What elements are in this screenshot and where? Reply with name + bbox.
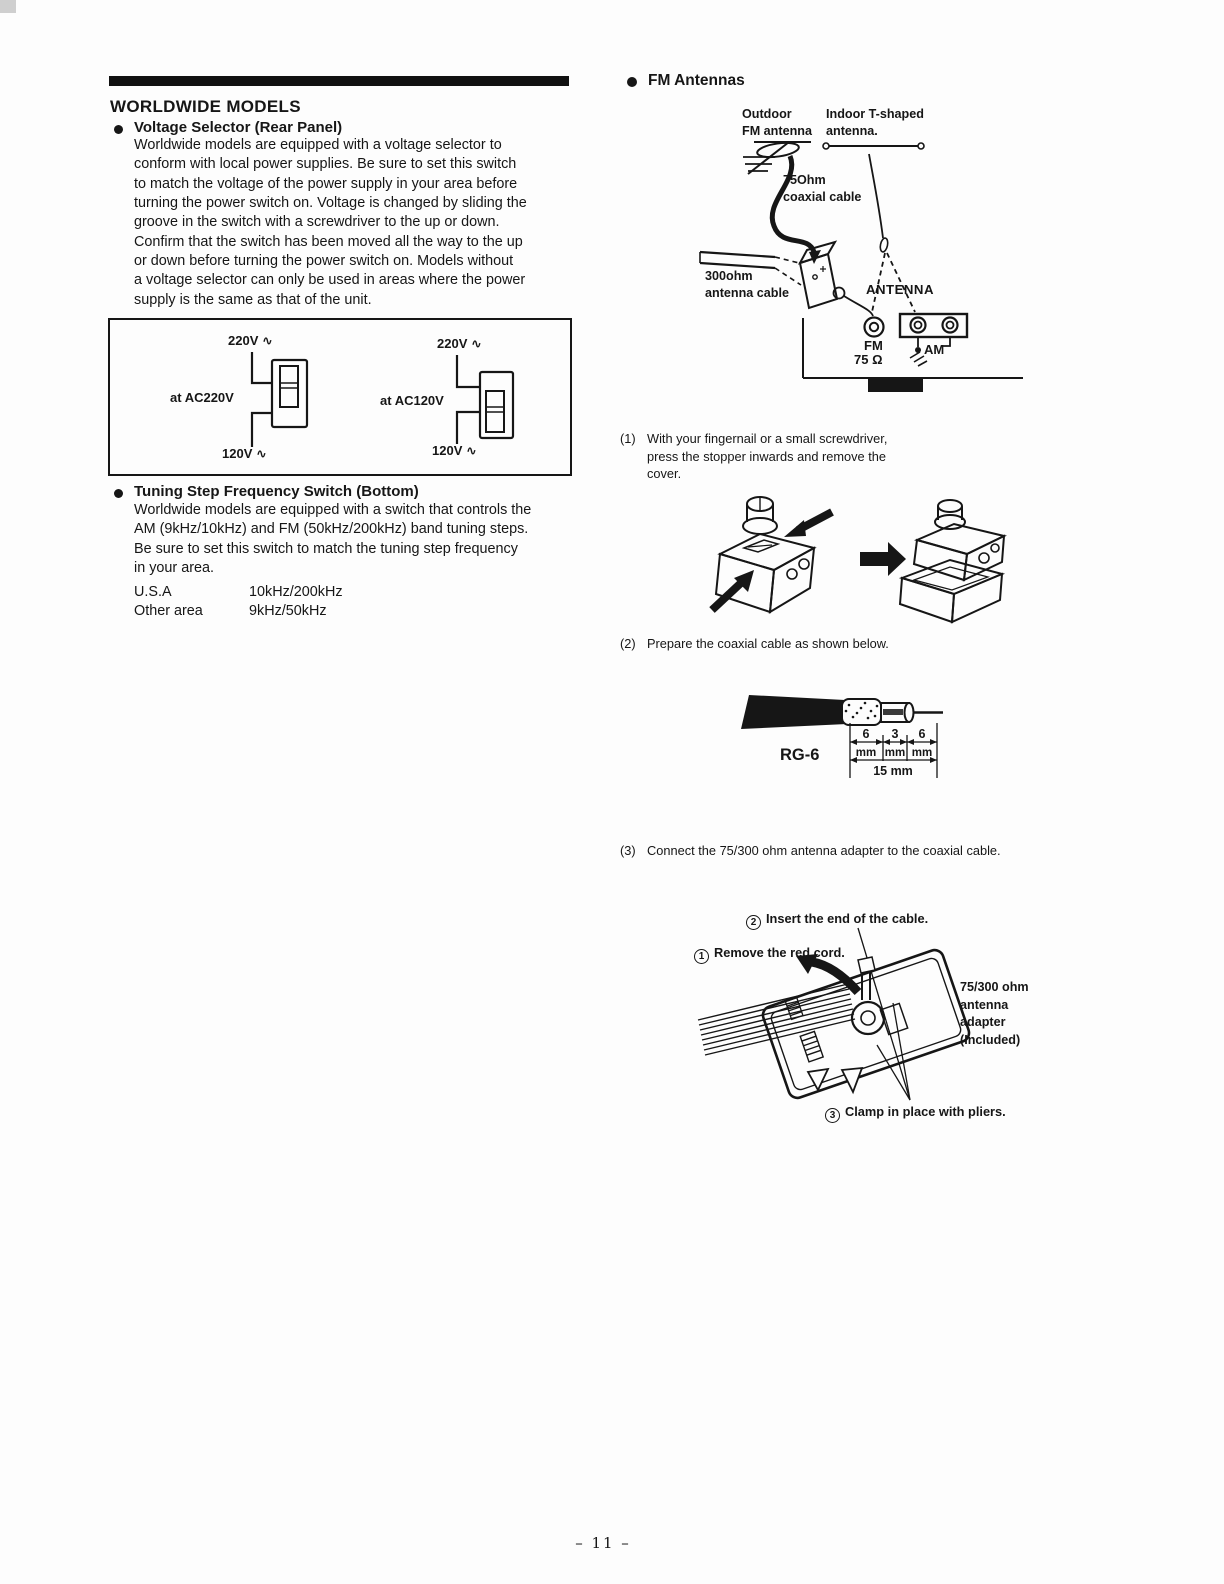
tuning-row-value: 9kHz/50kHz bbox=[249, 603, 327, 619]
step-text: Prepare the coaxial cable as shown below. bbox=[647, 636, 889, 651]
adapter-included-label bbox=[960, 979, 1029, 1049]
step-number: (1) bbox=[620, 431, 636, 446]
dim-unit3: mm bbox=[911, 747, 933, 759]
page-number: – 11 – bbox=[575, 1534, 631, 1552]
label-line: 300ohm bbox=[705, 269, 753, 283]
body-line: Worldwide models are equipped with a switch that controls the bbox=[134, 502, 532, 518]
tuning-step-heading: Tuning Step Frequency Switch (Bottom) bbox=[134, 483, 419, 500]
ribbon-cable-label bbox=[705, 268, 789, 302]
am-terminal-label: AM bbox=[924, 342, 945, 357]
callout-remove-cord bbox=[694, 945, 845, 964]
rg6-cable-diagram bbox=[733, 683, 965, 785]
step-line: With your fingernail or a small screwdriver, bbox=[647, 431, 888, 446]
body-line: to match the voltage of the power supply in your area before bbox=[134, 175, 518, 192]
tuning-row-region: Other area bbox=[134, 603, 203, 619]
coax-cable-label bbox=[783, 172, 861, 206]
callout-text: Clamp in place with pliers. bbox=[845, 1104, 1006, 1119]
indoor-antenna-label bbox=[826, 106, 924, 140]
bullet-icon bbox=[114, 125, 123, 134]
fm-ohm-label: 75 Ω bbox=[854, 352, 883, 367]
label-line: coaxial cable bbox=[783, 190, 862, 204]
body-line: supply is the same as that of the unit. bbox=[134, 291, 372, 308]
voltage-label-at220: at AC220V bbox=[170, 390, 234, 405]
voltage-selector-paragraph bbox=[134, 137, 527, 311]
step-1 bbox=[620, 431, 887, 484]
circled-number-icon: 3 bbox=[825, 1108, 840, 1123]
voltage-label-120-left: 120V ∿ bbox=[222, 446, 267, 461]
body-line: or down before turning the power switch on. Models without bbox=[134, 253, 514, 270]
outdoor-antenna-label bbox=[742, 106, 812, 140]
body-line: Worldwide models are equipped with a voltage selector to bbox=[134, 137, 502, 153]
callout-insert-cable bbox=[746, 911, 928, 930]
label-line: 75Ohm bbox=[783, 173, 826, 187]
rg6-label: RG-6 bbox=[780, 746, 820, 764]
circled-number-icon: 2 bbox=[746, 915, 761, 930]
bullet-icon bbox=[627, 77, 637, 87]
label-line: antenna bbox=[960, 997, 1009, 1012]
body-line: AM (9kHz/10kHz) and FM (50kHz/200kHz) band tuning steps. bbox=[134, 521, 529, 538]
step-number: (2) bbox=[620, 636, 636, 651]
step-text: Connect the 75/300 ohm antenna adapter to the coaxial cable. bbox=[647, 843, 1001, 858]
step-line: cover. bbox=[647, 466, 682, 482]
label-line: FM antenna bbox=[742, 124, 812, 138]
label-line: adapter bbox=[960, 1015, 1006, 1029]
label-line: antenna cable bbox=[705, 286, 789, 300]
label-line: Indoor T-shaped bbox=[826, 107, 924, 121]
dim-total: 15 mm bbox=[873, 764, 913, 778]
callout-clamp-pliers bbox=[825, 1104, 1006, 1123]
bullet-icon bbox=[114, 489, 123, 498]
dim-unit2: mm bbox=[884, 747, 906, 759]
callout-text: Remove the red cord. bbox=[714, 945, 845, 960]
step-2 bbox=[620, 636, 889, 651]
voltage-label-220-left: 220V ∿ bbox=[228, 333, 273, 348]
body-line: Confirm that the switch has been moved all the way to the up bbox=[134, 233, 523, 250]
label-line: (Included) bbox=[960, 1032, 1021, 1047]
fm-antennas-heading: FM Antennas bbox=[648, 72, 745, 89]
body-line: Be sure to set this switch to match the tuning step frequency bbox=[134, 540, 518, 557]
body-line: in your area. bbox=[134, 560, 214, 577]
step-line: press the stopper inwards and remove the bbox=[647, 448, 887, 464]
cover-removal-illustration bbox=[692, 482, 1024, 634]
scan-artifact bbox=[0, 0, 16, 13]
voltage-label-at120: at AC120V bbox=[380, 393, 444, 408]
step-text bbox=[647, 431, 887, 484]
label-line: antenna. bbox=[826, 124, 878, 138]
label-line: Outdoor bbox=[742, 107, 792, 121]
step-3 bbox=[620, 843, 1001, 858]
label-line: 75/300 ohm bbox=[960, 980, 1029, 994]
tuning-row-value: 10kHz/200kHz bbox=[249, 584, 343, 600]
dim-seg3: 6 bbox=[918, 727, 926, 741]
voltage-selector-heading: Voltage Selector (Rear Panel) bbox=[134, 119, 343, 136]
callout-text: Insert the end of the cable. bbox=[766, 911, 929, 926]
tuning-step-paragraph bbox=[134, 502, 531, 579]
tuning-row-region: U.S.A bbox=[134, 584, 172, 600]
voltage-label-220-right: 220V ∿ bbox=[437, 336, 482, 351]
body-line: conform with local power supplies. Be sure to set this switch bbox=[134, 156, 517, 173]
antenna-terminal-label: ANTENNA bbox=[866, 282, 934, 297]
dim-seg1: 6 bbox=[862, 727, 870, 741]
body-line: a voltage selector can only be used in areas where the power bbox=[134, 272, 526, 289]
fm-jack-label: FM bbox=[864, 338, 883, 353]
section-rule bbox=[109, 76, 569, 86]
circled-number-icon: 1 bbox=[694, 949, 709, 964]
dim-seg2: 3 bbox=[891, 727, 899, 741]
voltage-label-120-right: 120V ∿ bbox=[432, 443, 477, 458]
dim-unit1: mm bbox=[855, 747, 877, 759]
section-title: WORLDWIDE MODELS bbox=[110, 97, 301, 116]
step-number: (3) bbox=[620, 843, 636, 858]
body-line: groove in the switch with a screwdriver to the up or down. bbox=[134, 214, 500, 231]
body-line: turning the power switch on. Voltage is changed by sliding the bbox=[134, 195, 527, 212]
